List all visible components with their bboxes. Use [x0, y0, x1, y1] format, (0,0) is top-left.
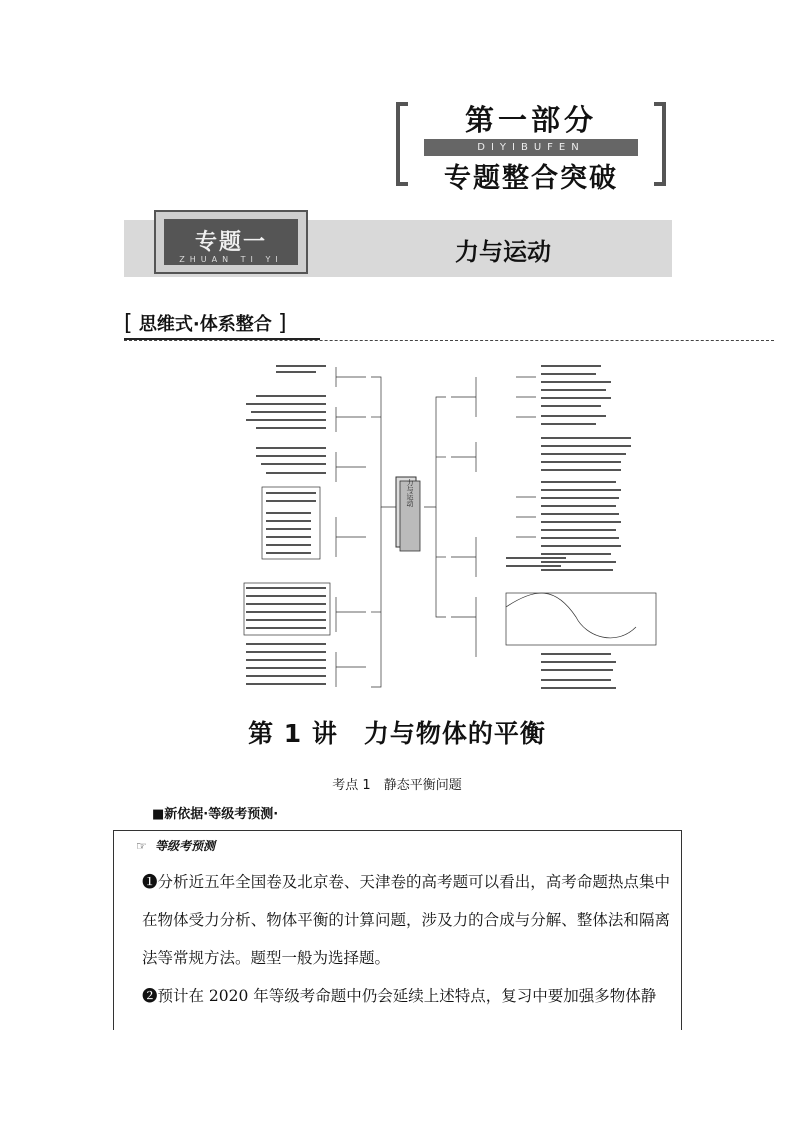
section-heading: [124, 310, 287, 336]
pointing-hand-icon: ☞: [136, 839, 147, 853]
mindmap-center: [396, 477, 420, 551]
topic-title: 力与运动: [455, 238, 551, 266]
mindmap-diagram: [236, 357, 794, 697]
section-bracket-left: [: [124, 311, 133, 336]
kaodian-heading: 考点 1 静态平衡问题: [332, 778, 462, 793]
part-pinyin: DIYIBUFEN: [424, 139, 638, 156]
mindmap-right-text: [506, 365, 631, 689]
section-heading-text: 思维式·体系整合: [138, 314, 272, 335]
section-dashed-rule: [124, 340, 774, 341]
prediction-box: [113, 830, 682, 1030]
mindmap-orbit-figure: [506, 593, 656, 645]
topic-tag: [154, 210, 308, 274]
lecture-title: 第 1 讲 力与物体的平衡: [248, 719, 546, 748]
part-title: 第一部分: [464, 103, 597, 137]
prediction-paragraph-2: ❷预计在 2020 年等级考命题中仍会延续上述特点，复习中要加强多物体静: [142, 987, 657, 1005]
new-basis-label: ■新依据·等级考预测·: [152, 807, 279, 822]
section-bracket-right: ]: [278, 311, 287, 336]
part-title-block: [396, 98, 666, 194]
prediction-heading-text: 等级考预测: [154, 839, 215, 853]
prediction-heading: [136, 837, 215, 854]
mindmap-svg: [236, 357, 794, 697]
mindmap-left-text: [246, 365, 326, 685]
topic-banner: [124, 220, 672, 277]
topic-tag-text: 专题一: [194, 230, 267, 255]
part-subtitle: 专题整合突破: [444, 163, 618, 194]
topic-tag-pinyin: ZHUAN TI YI: [179, 255, 283, 264]
mindmap-formula-box: [262, 487, 320, 559]
mindmap-center-label: 力与运动: [406, 479, 414, 507]
topic-tag-inner: [164, 219, 298, 265]
prediction-paragraph-1: ❶分析近五年全国卷及北京卷、天津卷的高考题可以看出，高考命题热点集中在物体受力分析、物体平衡的计算问题，涉及力的合成与分解、整体法和隔离法等常规方法。题型一般为选择题。: [142, 873, 670, 967]
